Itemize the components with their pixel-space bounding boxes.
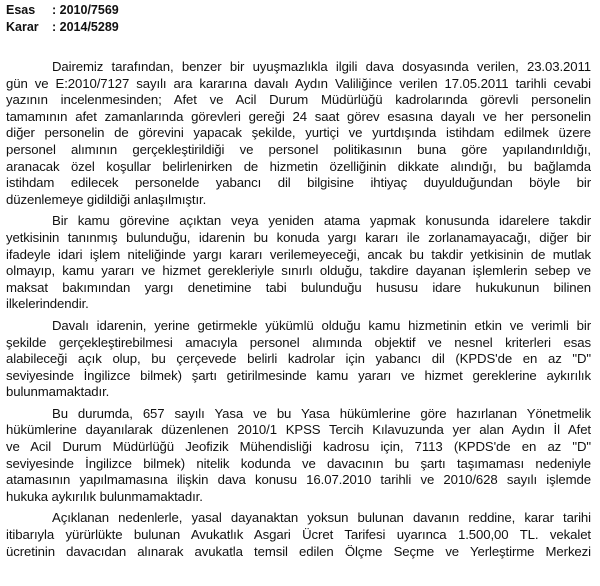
text-line: Dairemiz tarafından, benzer bir uyuşmazlıkla ilgili dava dosyasında verilen, 23.03.2011: [52, 59, 591, 74]
esas-row: [6, 2, 119, 19]
text-line: gün ve E:2010/7127 sayılı ara kararına davalı Aydın Valiliğince verilen 17.05.2011 tarihli cevabi: [6, 75, 591, 91]
text-line: hükümlerine dayanılarak düzenlenen 2010/1 KPSS Tercih Kılavuzunda yer alan Aydın İl Afet: [6, 422, 591, 438]
text-line: alabileceği açık olup, bu çerçevede belirli kadrolar için yabancı dil (KPDS'de en az "D": [6, 351, 591, 367]
text-line: yetkisinin tanınmış bulunduğu, idarenin bu konuda yargı kararı ile zorlanamayacağı, diğer bir: [6, 229, 591, 245]
text-line: atamasının yapılmamasına ilişkin dava konusu 16.07.2010 tarihli ve 2010/628 sayılı işlemde: [6, 472, 591, 488]
esas-number: : 2010/7569: [52, 3, 119, 17]
text-line: Davalı idarenin, yerine getirmekle yükümlü olduğu kamu hizmetinin etkin ve verimli bir: [52, 317, 591, 333]
text-line: ilkelerindendir.: [6, 296, 89, 312]
text-line: diğer personelin de görevini yapacak şekilde, yurtiçi ve yurtdışında istihdam edilmek üzere: [6, 125, 591, 141]
karar-number: : 2014/5289: [52, 20, 119, 34]
text-line: personel alımının gerçekleştirildiği ve personel politikasının buna göre yapılandırıldığı,: [6, 141, 591, 157]
text-line: Bir kamu görevine açıktan veya yeniden atama yapmak konusunda idarelere takdir: [52, 213, 591, 229]
text-line: itibarıyla yürürlükte bulunan Avukatlık Asgari Ücret Tarifesi uyarınca 1.500,00 TL. vekalet: [6, 527, 591, 543]
karar-row: [6, 19, 119, 36]
text-line: ücretinin davacıdan alınarak avukatla temsil edilen Ölçme Seçme ve Yerleştirme Merkezi: [6, 543, 591, 559]
paragraph: [6, 318, 591, 401]
paragraph: [6, 510, 591, 560]
karar-label: Karar: [6, 20, 39, 34]
paragraph: [6, 59, 591, 208]
text-line: maksat bakımından yargı denetimine tabi bulunduğu hususu idare hukukunun bilinen: [6, 279, 591, 295]
case-header: [6, 2, 119, 36]
text-line: hukuka aykırılık bulunmamaktadır.: [6, 488, 203, 504]
text-line: seviyesinde İngilizce bilmek) nitelik kodunda ve davacının bu şartı taşımaması nedeniyle: [6, 455, 591, 471]
text-line: istihdam edilecek personelde yabancı dil bilgisine ihtiyaç duyulduğundan böyle bir: [6, 175, 591, 191]
esas-label: Esas: [6, 3, 36, 17]
paragraph: [6, 406, 591, 506]
text-line: tamamının afet zamanlarında görevleri gereği 24 saat görev esasına dayalı ve her personelin: [6, 108, 591, 124]
text-line: olmayıp, kamu yararı ve hizmet gerekleriyle sınırlı olduğu, takdire dayanan işlemlerin sebep ve: [6, 263, 591, 279]
text-line: ifadeyle idari işlem niteliğinde yargı kararı verilemeyeceği, ancak bu takdir yetkisinin de mutlak: [6, 246, 591, 262]
text-line: Açıklanan nedenlerle, yasal dayanaktan yoksun bulunan davanın reddine, karar tarihi: [52, 510, 591, 526]
text-line: aranacak özel koşullar belirlenirken de hizmetin özelliğinin dikkate alındığı, bu bağlamda: [6, 158, 591, 174]
text-line: Bu durumda, 657 sayılı Yasa ve bu Yasa hükümlerine göre hazırlanan Yönetmelik: [52, 405, 591, 421]
text-line: ve Acil Durum Müdürlüğü Jeofizik Mühendisliği kadrosu için, 7113 (KPDS'de en az "D": [6, 439, 591, 455]
text-line: yazının incelenmesinden; Afet ve Acil Durum Müdürlüğü kadrolarında görevli personelin: [6, 92, 591, 108]
text-line: bulunmamaktadır.: [6, 384, 110, 400]
text-line: düzenlemeye gidildiği anlaşılmıştır.: [6, 191, 207, 207]
text-line: seviyesinde İngilizce bilmek) şartı getirilmesinde kamu yararı ve hizmet gereklerine aykırılık: [6, 367, 591, 383]
text-line: şekilde gerçekleştirebilmesi amacıyla personel alımında objektif ve nesnel kriterleri esas: [6, 334, 591, 350]
paragraph: [6, 213, 591, 313]
document-body: [6, 59, 591, 565]
